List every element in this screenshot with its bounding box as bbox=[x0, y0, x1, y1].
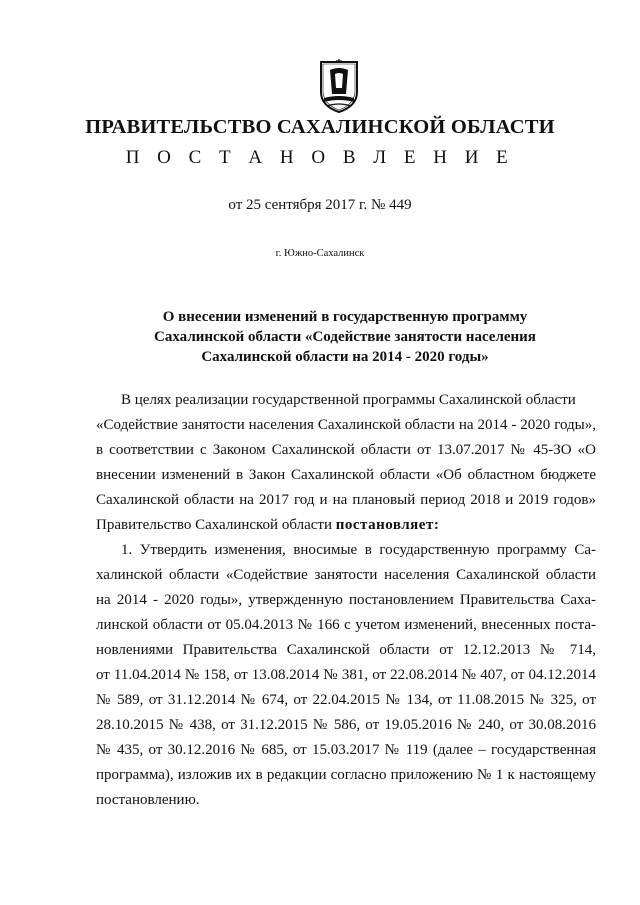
preamble-line: Сахалинской области на 2017 год и на плановый период 2018 и 2019 годов» bbox=[96, 492, 596, 508]
item-line: постановлению. bbox=[96, 792, 200, 808]
item-line: 1. Утвердить изменения, вносимые в государственную программу Са- bbox=[121, 542, 596, 558]
subject-line: Сахалинской области на 2014 - 2020 годы» bbox=[201, 349, 489, 365]
subject-line: О внесении изменений в государственную программу bbox=[162, 309, 528, 325]
preamble-last-line bbox=[96, 513, 596, 538]
item-line: на 2014 - 2020 годы», утвержденную постановлением Правительства Саха- bbox=[96, 592, 596, 608]
preamble-prefix: Правительство Сахалинской области bbox=[96, 517, 332, 533]
item-line: программа), изложив их в редакции согласно приложению № 1 к настоящему bbox=[96, 767, 596, 783]
item-line: от 11.04.2014 № 158, от 13.08.2014 № 381, от 22.08.2014 № 407, от 04.12.2014 bbox=[96, 667, 596, 683]
item-line: 28.10.2015 № 438, от 31.12.2015 № 586, от 19.05.2016 № 240, от 30.08.2016 bbox=[96, 717, 596, 733]
item-line: новлениями Правительства Сахалинской области от 12.12.2013 № 714, bbox=[96, 642, 596, 658]
preamble-line: в соответствии с Законом Сахалинской области от 13.07.2017 № 45-ЗО «О bbox=[96, 442, 596, 458]
preamble-line: внесении изменений в Закон Сахалинской области «Об областном бюджете bbox=[96, 467, 596, 483]
item-line: № 589, от 31.12.2014 № 674, от 22.04.2015 № 134, от 11.08.2015 № 325, от bbox=[96, 692, 596, 708]
item-line: № 435, от 30.12.2016 № 685, от 15.03.2017 № 119 (далее – государственная bbox=[96, 742, 596, 758]
document-subject bbox=[0, 307, 640, 367]
preamble-line: В целях реализации государственной программы Сахалинской области bbox=[121, 392, 576, 408]
item-line: линской области от 05.04.2013 № 166 с учетом изменений, внесенных поста- bbox=[96, 617, 596, 633]
item-line: халинской области «Содействие занятости населения Сахалинской области bbox=[96, 567, 596, 583]
preamble-line: «Содействие занятости населения Сахалинской области на 2014 - 2020 годы», bbox=[96, 417, 596, 433]
subject-line: Сахалинской области «Содействие занятости населения bbox=[154, 329, 536, 345]
resolution-keyword: постановляет: bbox=[335, 517, 440, 533]
document-type: П О С Т А Н О В Л Е Н И Е bbox=[125, 147, 515, 168]
coat-of-arms-icon bbox=[318, 58, 360, 114]
date-and-number: от 25 сентября 2017 г. № 449 bbox=[228, 197, 412, 213]
organization-title: ПРАВИТЕЛЬСТВО САХАЛИНСКОЙ ОБЛАСТИ bbox=[85, 116, 555, 138]
document-body bbox=[96, 388, 596, 813]
city-name: г. Южно-Сахалинск bbox=[275, 248, 365, 259]
